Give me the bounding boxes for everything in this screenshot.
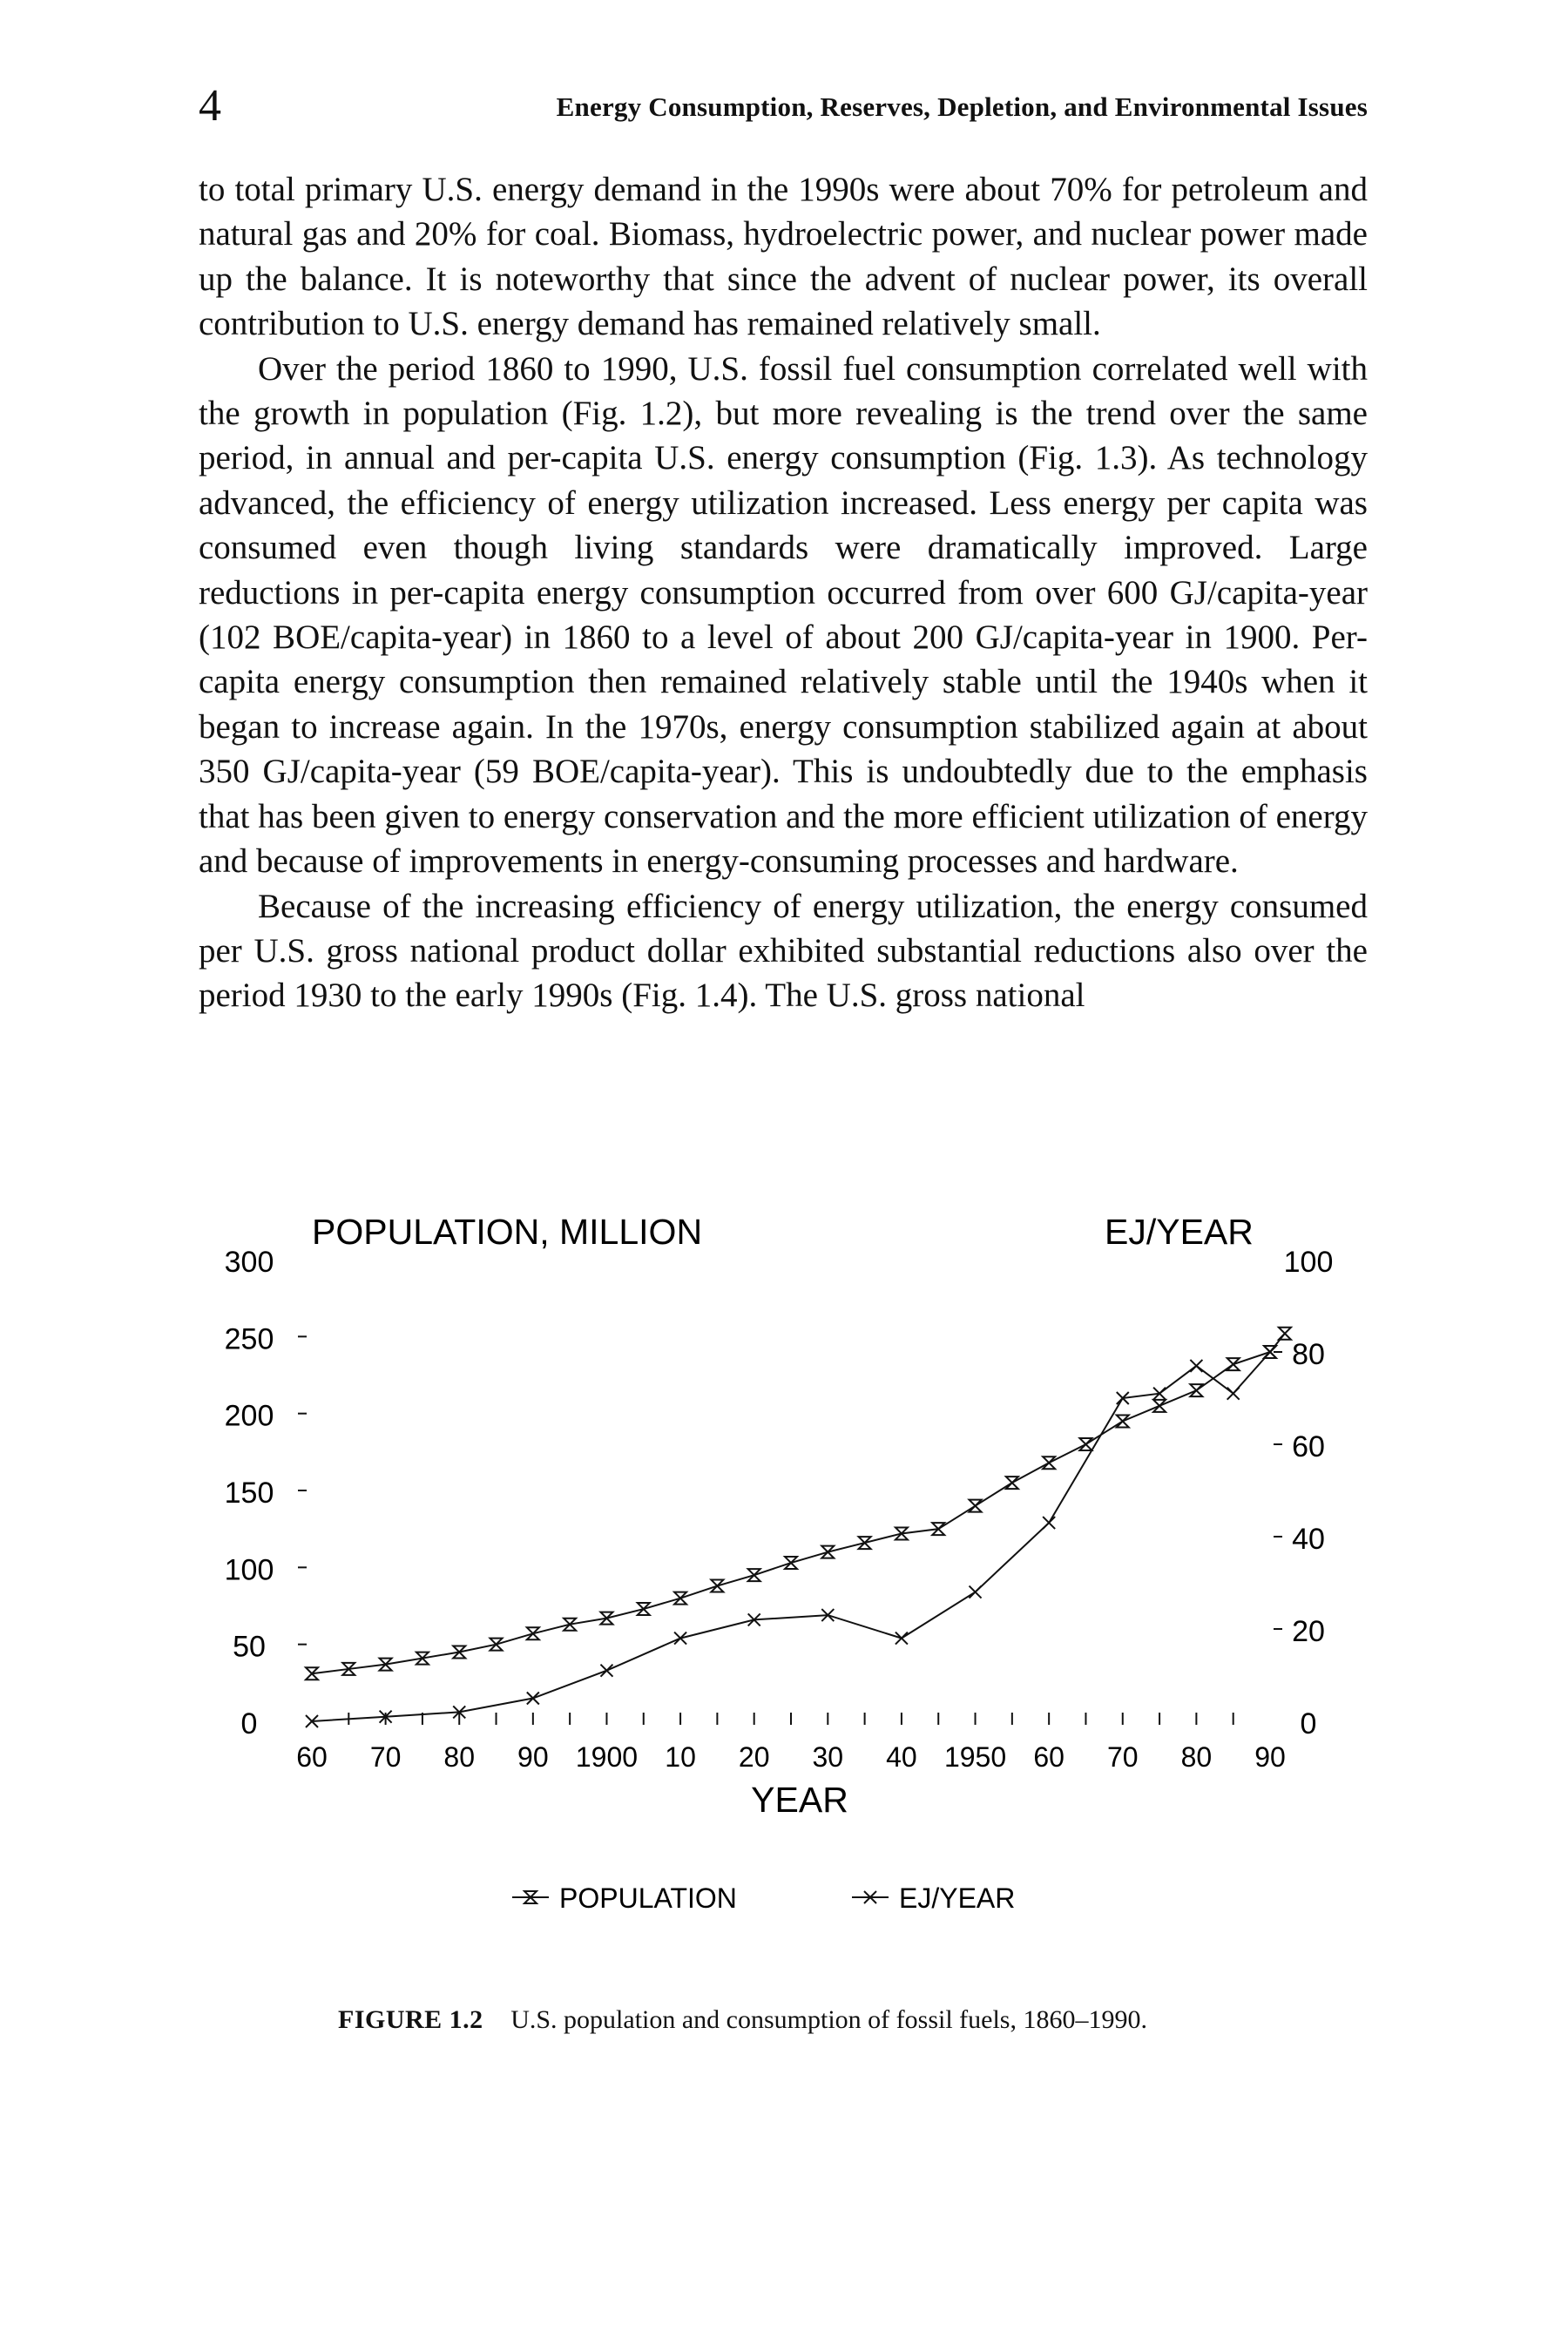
x-tick-label: 70 bbox=[369, 1741, 402, 1773]
x-tick-label: 80 bbox=[1180, 1741, 1213, 1773]
population-point bbox=[1279, 1328, 1291, 1340]
x-tick-label: 10 bbox=[665, 1741, 696, 1773]
population-point bbox=[1227, 1358, 1240, 1370]
population-point bbox=[859, 1537, 871, 1549]
energy-point bbox=[970, 1586, 982, 1598]
x-tick-label: 1900 bbox=[575, 1741, 639, 1773]
left-tick-label: 0 bbox=[240, 1707, 258, 1740]
left-tick-label: 300 bbox=[224, 1246, 274, 1279]
population-point bbox=[1117, 1416, 1129, 1428]
x-tick-label: 90 bbox=[517, 1741, 549, 1773]
legend-energy-label: EJ/YEAR bbox=[899, 1882, 1016, 1914]
energy-point bbox=[600, 1665, 612, 1677]
energy-line bbox=[312, 1352, 1270, 1721]
x-tick-label: 20 bbox=[738, 1741, 770, 1773]
body-text bbox=[199, 167, 1368, 1018]
left-tick-label: 250 bbox=[224, 1322, 274, 1356]
running-head: Energy Consumption, Reserves, Depletion, and Environmental Issues bbox=[556, 91, 1368, 122]
left-tick-label: 150 bbox=[224, 1477, 274, 1510]
left-tick-label: 100 bbox=[224, 1553, 274, 1587]
figure-caption bbox=[338, 2005, 1147, 2035]
left-axis-title: POPULATION, MILLION bbox=[312, 1212, 703, 1252]
population-point bbox=[674, 1592, 686, 1605]
x-tick-label: 40 bbox=[886, 1741, 917, 1773]
population-point bbox=[1006, 1477, 1018, 1489]
x-tick-label: 70 bbox=[1106, 1741, 1139, 1773]
left-tick-label: 50 bbox=[233, 1630, 266, 1664]
energy-point bbox=[1190, 1360, 1202, 1372]
right-tick-label: 80 bbox=[1292, 1338, 1325, 1371]
figure-caption-text: U.S. population and consumption of fossil fuels, 1860–1990. bbox=[510, 2005, 1147, 2034]
paragraph: Because of the increasing efficiency of energy utilization, the energy consumed per U.S. gross national product dollar exhibited substantial reductions also over the period 1930 to the early 1990s (Fig. 1.4). The U.S. gross national bbox=[199, 887, 1368, 1015]
paragraph: to total primary U.S. energy demand in the 1990s were about 70% for petroleum and natural gas and 20% for coal. Biomass, hydroelectric power, and nuclear power made up the balance. It is noteworthy that since the advent of nuclear power, its overall contribution to U.S. energy demand has remained relatively small. bbox=[199, 171, 1368, 343]
right-tick-label: 0 bbox=[1300, 1707, 1317, 1740]
population-point bbox=[785, 1557, 797, 1569]
population-point bbox=[748, 1569, 760, 1581]
page-number: 4 bbox=[199, 81, 221, 131]
population-point bbox=[970, 1500, 982, 1512]
population-point bbox=[527, 1627, 539, 1639]
figure-label: FIGURE 1.2 bbox=[338, 2005, 483, 2034]
population-point bbox=[1153, 1400, 1166, 1412]
figure-1-2 bbox=[209, 1193, 1376, 1951]
x-tick-label: 90 bbox=[1254, 1741, 1286, 1773]
energy-point bbox=[896, 1632, 908, 1645]
population-energy-chart bbox=[209, 1193, 1376, 1951]
x-tick-label: 1950 bbox=[943, 1741, 1007, 1773]
population-point bbox=[821, 1546, 834, 1558]
right-axis-title: EJ/YEAR bbox=[1105, 1212, 1254, 1252]
right-tick-label: 100 bbox=[1283, 1246, 1334, 1279]
legend-population-label: POPULATION bbox=[559, 1882, 737, 1914]
legend bbox=[512, 1882, 1015, 1914]
right-tick-label: 40 bbox=[1292, 1523, 1325, 1556]
population-point bbox=[1079, 1438, 1092, 1450]
energy-point bbox=[1227, 1388, 1240, 1400]
population-point bbox=[1043, 1456, 1055, 1469]
right-tick-label: 20 bbox=[1292, 1615, 1325, 1648]
population-point bbox=[638, 1603, 650, 1615]
left-tick-label: 200 bbox=[224, 1399, 274, 1433]
x-tick-label: 80 bbox=[443, 1741, 476, 1773]
population-point bbox=[1190, 1384, 1202, 1396]
population-point bbox=[711, 1580, 723, 1592]
x-tick-label: 60 bbox=[296, 1741, 328, 1773]
population-point bbox=[490, 1639, 503, 1651]
right-tick-label: 60 bbox=[1292, 1430, 1325, 1463]
energy-point bbox=[674, 1632, 686, 1645]
x-axis-title: YEAR bbox=[751, 1780, 848, 1820]
paragraph: Over the period 1860 to 1990, U.S. fossil fuel consumption correlated well with the growth in population (Fig. 1.2), but more revealing is the trend over the same period, in annual and per-capita U.S. energy consumption (Fig. 1.3). As technology advanced, the efficiency of energy utilization increased. Less energy per capita was consumed even though living standards were dramatically improved. Large reductions in per-capita energy consumption occurred from over 600 GJ/capita-year (102 BOE/capita-year) in 1860 to a level of about 200 GJ/capita-year in 1900. Per-capita energy consumption then remained relatively stable until the 1940s when it began to increase again. In the 1970s, energy consumption stabilized again at about 350 GJ/capita-year (59 BOE/capita-year). This is undoubtedly due to the emphasis that has been given to energy conservation and the more efficient utilization of energy and because of improvements in energy-consuming processes and hardware. bbox=[199, 349, 1368, 881]
x-tick-label: 60 bbox=[1033, 1741, 1064, 1773]
energy-point bbox=[1043, 1517, 1055, 1529]
x-tick-label: 30 bbox=[812, 1741, 844, 1773]
population-line bbox=[312, 1334, 1285, 1673]
